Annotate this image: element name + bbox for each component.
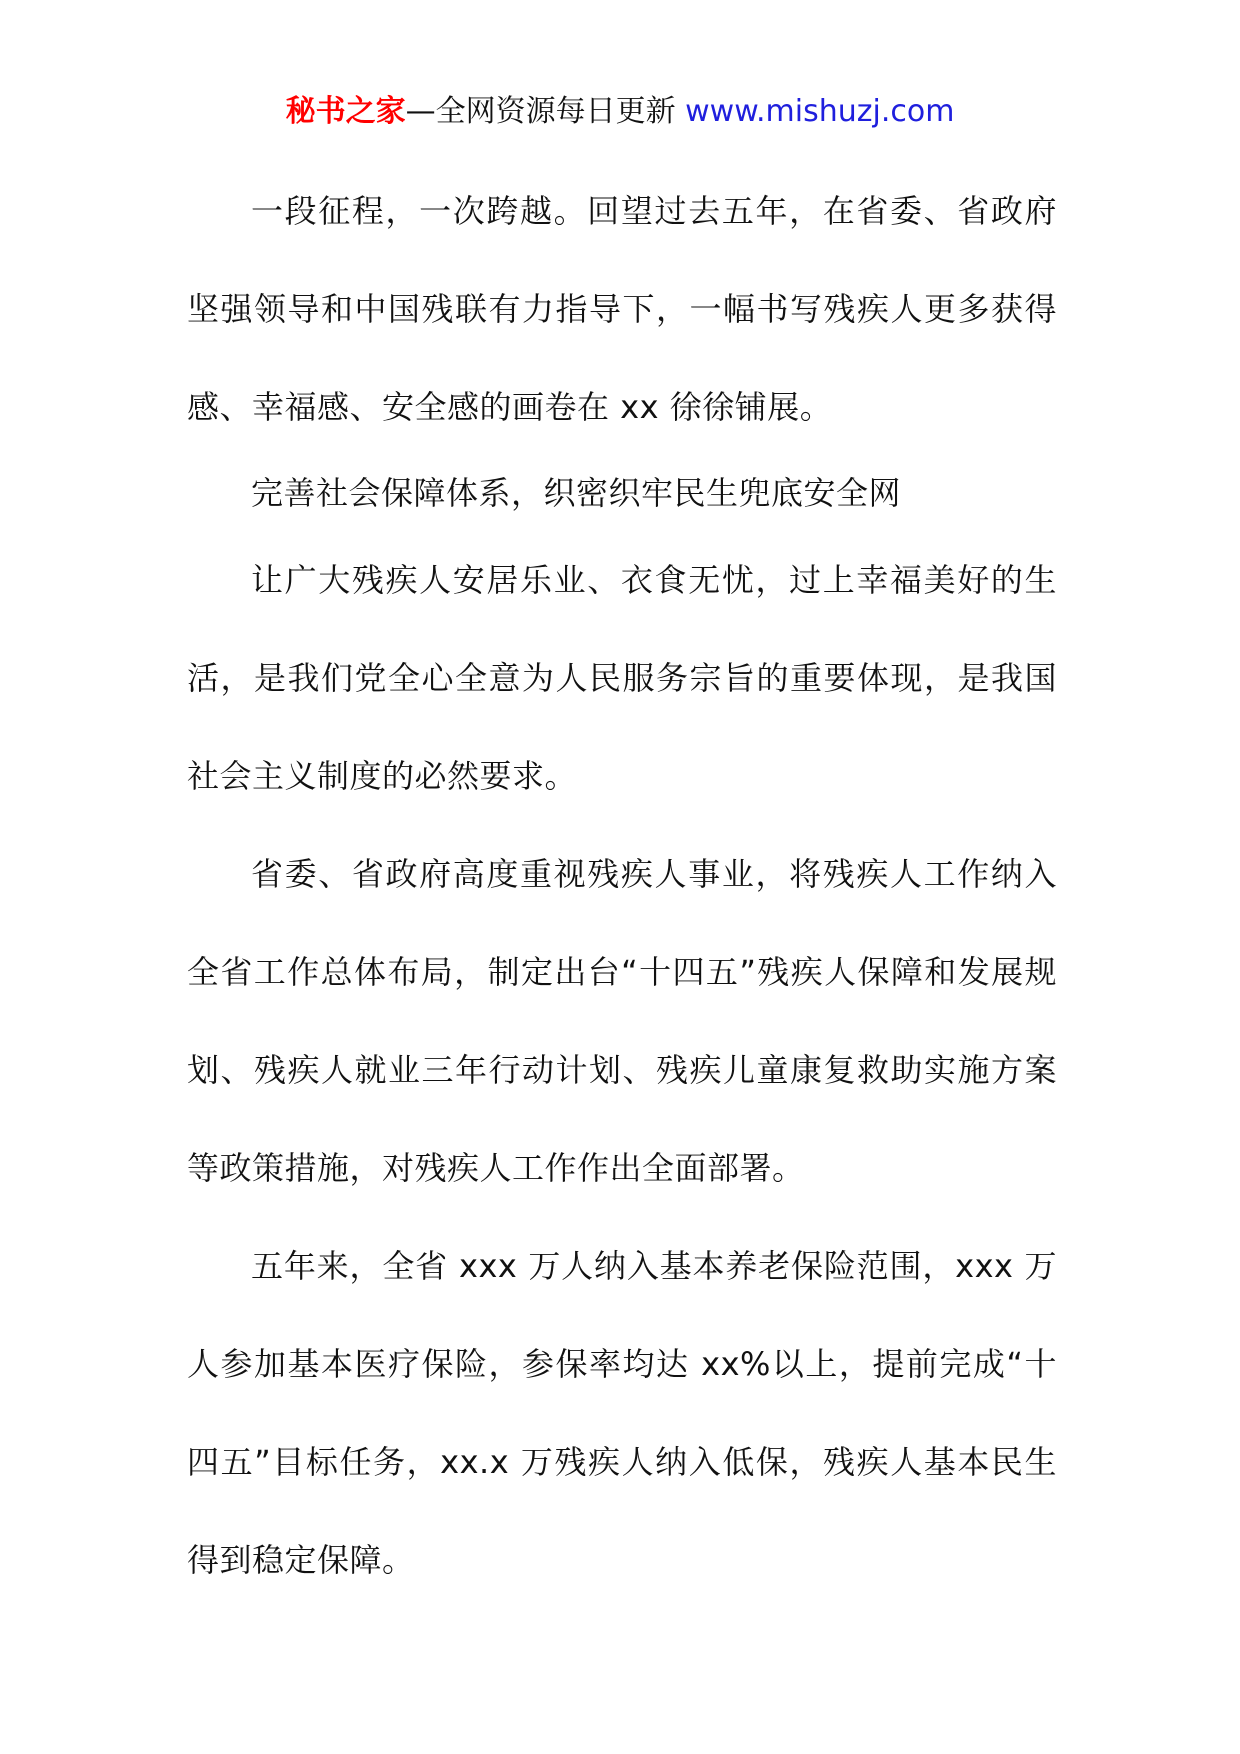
paragraph-intro: 一段征程，一次跨越。回望过去五年，在省委、省政府坚强领导和中国残联有力指导下，一幅书写残疾人更多获得感、幸福感、安全感的画卷在 xx 徐徐铺展。: [187, 192, 1057, 426]
brand-name: 秘书之家: [285, 94, 406, 129]
header-tagline: —全网资源每日更新: [405, 94, 676, 129]
document-body: [187, 162, 1057, 1609]
site-header: [0, 92, 1240, 132]
paragraph-policy: 省委、省政府高度重视残疾人事业，将残疾人工作纳入全省工作总体布局，制定出台“十四五”残疾人保障和发展规划、残疾人就业三年行动计划、残疾儿童康复救助实施方案等政策措施，对残疾人工作作出全面部署。: [187, 855, 1057, 1187]
section-heading: 完善社会保障体系，织密织牢民生兜底安全网: [251, 474, 902, 512]
paragraph-results: 五年来，全省 xxx 万人纳入基本养老保险范围，xxx 万人参加基本医疗保险，参保率均达 xx%以上，提前完成“十四五”目标任务，xx.x 万残疾人纳入低保，残疾人基本民生得到稳定保障。: [187, 1247, 1057, 1579]
site-url-link[interactable]: www.mishuzj.com: [685, 94, 955, 129]
paragraph-livelihood: 让广大残疾人安居乐业、衣食无忧，过上幸福美好的生活，是我们党全心全意为人民服务宗旨的重要体现，是我国社会主义制度的必然要求。: [187, 561, 1057, 795]
